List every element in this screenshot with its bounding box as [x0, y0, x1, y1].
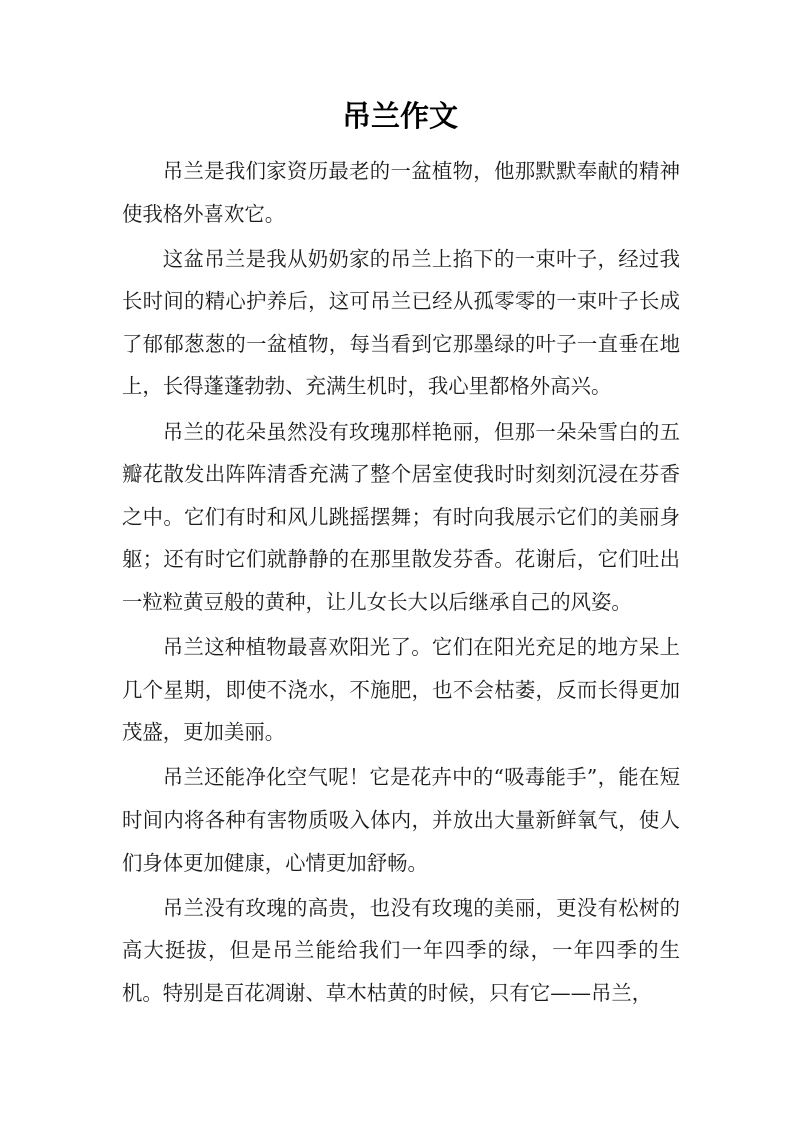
document-title: 吊兰作文 [341, 99, 458, 133]
paragraph-2: 这盆吊兰是我从奶奶家的吊兰上掐下的一束叶子，经过我长时间的精心护养后，这可吊兰已经从孤零零的一束叶子长成了郁郁葱葱的一盆植物，每当看到它那墨绿的叶子一直垂在地上，长得蓬蓬勃勃、充满生机时，我心里都格外高兴。 [122, 246, 680, 399]
document-body [122, 150, 680, 1017]
paragraph-1: 吊兰是我们家资历最老的一盆植物，他那默默奉献的精神使我格外喜欢它。 [122, 159, 680, 226]
paragraph-3: 吊兰的花朵虽然没有玫瑰那样艳丽，但那一朵朵雪白的五瓣花散发出阵阵清香充满了整个居室使我时时刻刻沉浸在芬香之中。它们有时和风儿跳摇摆舞；有时向我展示它们的美丽身躯；还有时它们就静静的在那里散发芬香。花谢后，它们吐出一粒粒黄豆般的黄种，让儿女长大以后继承自己的风姿。 [122, 419, 680, 614]
paragraph-4: 吊兰这种植物最喜欢阳光了。它们在阳光充足的地方呆上几个星期，即使不浇水，不施肥，也不会枯萎，反而长得更加茂盛，更加美丽。 [122, 635, 680, 745]
paragraph-6: 吊兰没有玫瑰的高贵，也没有玫瑰的美丽，更没有松树的高大挺拔，但是吊兰能给我们一年四季的绿，一年四季的生机。特别是百花凋谢、草木枯黄的时候，只有它——吊兰， [122, 895, 680, 1005]
paragraph-5: 吊兰还能净化空气呢！它是花卉中的“吸毒能手”，能在短时间内将各种有害物质吸入体内，并放出大量新鲜氧气，使人们身体更加健康，心情更加舒畅。 [122, 765, 680, 875]
